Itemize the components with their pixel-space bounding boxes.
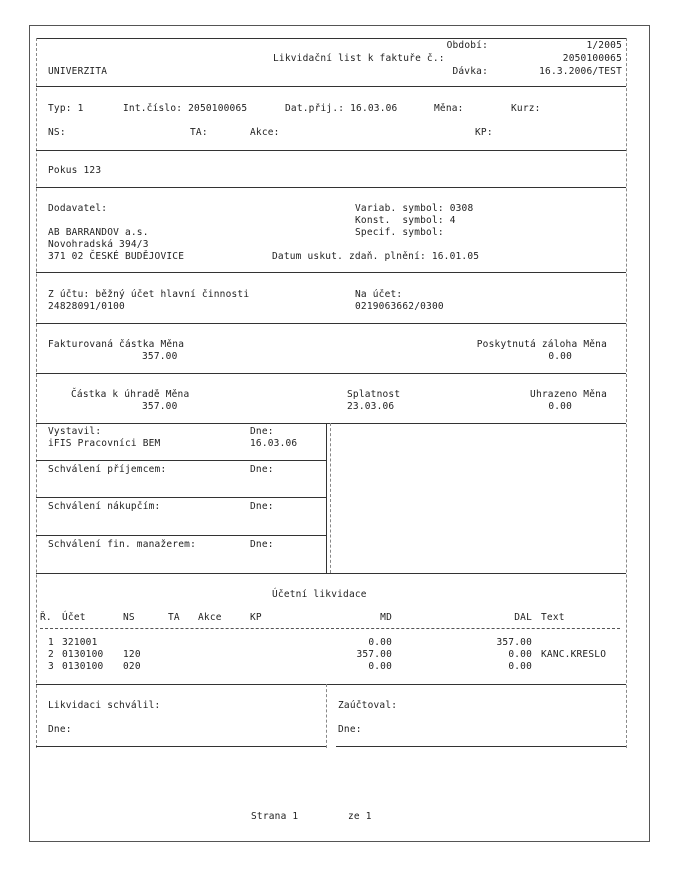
supplier-city: 371 02 ČESKÉ BUDĚJOVICE	[48, 251, 185, 262]
row-ucet: 321001	[62, 637, 98, 648]
davka-value: 16.3.2006/TEST	[539, 66, 622, 77]
page-number: Strana 1	[251, 811, 299, 822]
header-underline	[40, 628, 620, 629]
to-account-number: 0219063662/0300	[355, 301, 444, 312]
col-kp: KP	[250, 612, 262, 623]
invoice-number: 2050100065	[562, 53, 622, 64]
approvals-separator	[330, 423, 331, 573]
kurz-field: Kurz:	[511, 103, 541, 114]
document-page	[29, 25, 650, 842]
zaloha-label: Poskytnutá záloha Měna	[476, 339, 607, 350]
organization-name: UNIVERZITA	[48, 66, 108, 77]
dne-label: Dne:	[250, 539, 274, 550]
supplier-street: Novohradská 394/3	[48, 239, 149, 250]
row-md: 0.00	[368, 661, 392, 672]
col-ucet: Účet	[62, 612, 86, 623]
page-title: Likvidační list k faktuře č.:	[273, 53, 445, 64]
page-total: ze 1	[348, 811, 372, 822]
dne-label: Dne:	[250, 464, 274, 475]
ns-field: NS:	[48, 127, 66, 138]
splatnost-value: 23.03.06	[347, 401, 395, 412]
from-account-label: Z účtu: běžný účet hlavní činnosti	[48, 289, 250, 300]
typ-field: Typ: 1	[48, 103, 84, 114]
supplier-name: AB BARRANDOV a.s.	[48, 227, 149, 238]
dne-label: Dne:	[250, 426, 274, 437]
davka-label: Dávka:	[452, 66, 488, 77]
divider	[36, 187, 626, 188]
divider	[36, 684, 626, 685]
footer-separator	[326, 684, 327, 748]
splatnost-label: Splatnost	[347, 389, 401, 400]
divider	[36, 573, 626, 574]
konst-symbol: Konst. symbol: 4	[355, 215, 456, 226]
note-text: Pokus 123	[48, 165, 102, 176]
col-dal: DAL	[514, 612, 532, 623]
zaloha-value: 0.00	[548, 351, 572, 362]
dne-label: Dne:	[250, 501, 274, 512]
var-symbol: Variab. symbol: 0308	[355, 203, 474, 214]
approvals-separator	[326, 423, 327, 573]
col-text: Text	[541, 612, 565, 623]
int-cislo-field: Int.číslo: 2050100065	[123, 103, 248, 114]
vystavil-label: Vystavil:	[48, 426, 102, 437]
divider	[36, 535, 326, 536]
nakupci-label: Schválení nákupčím:	[48, 501, 161, 512]
top-rule	[36, 38, 626, 39]
from-account-number: 24828091/0100	[48, 301, 125, 312]
uhrazeno-label: Uhrazeno Měna	[530, 389, 607, 400]
col-md: MD	[380, 612, 392, 623]
row-ucet: 0130100	[62, 661, 104, 672]
ta-field: TA:	[190, 127, 208, 138]
supplier-label: Dodavatel:	[48, 203, 108, 214]
akce-field: Akce:	[250, 127, 280, 138]
manazer-label: Schválení fin. manažerem:	[48, 539, 196, 550]
col-ns: NS	[123, 612, 135, 623]
fakturovana-label: Fakturovaná částka Měna	[48, 339, 185, 350]
divider	[36, 373, 626, 374]
row-r: 2	[48, 649, 54, 660]
dne-value: 16.03.06	[250, 438, 298, 449]
row-ucet: 0130100	[62, 649, 104, 660]
uhrazeno-value: 0.00	[548, 401, 572, 412]
fakturovana-value: 357.00	[142, 351, 178, 362]
row-ns: 020	[123, 661, 141, 672]
dat-prij-field: Dat.přij.: 16.03.06	[285, 103, 398, 114]
divider	[36, 323, 626, 324]
k-uhrade-value: 357.00	[142, 401, 178, 412]
vystavil-value: iFIS Pracovníci BEM	[48, 438, 161, 449]
divider	[336, 746, 626, 747]
row-r: 1	[48, 637, 54, 648]
prijemce-label: Schválení příjemcem:	[48, 464, 167, 475]
ledger-title: Účetní likvidace	[272, 589, 367, 600]
obdobi-label: Období:	[446, 40, 488, 51]
divider	[36, 272, 626, 273]
row-text: KANC.KRESLO	[541, 649, 607, 660]
divider	[36, 423, 626, 424]
dne-right-label: Dne:	[338, 724, 362, 735]
row-md: 0.00	[368, 637, 392, 648]
divider	[36, 497, 326, 498]
to-account-label: Na účet:	[355, 289, 403, 300]
left-border	[36, 38, 37, 748]
col-ta: TA	[168, 612, 180, 623]
datum-uskut: Datum uskut. zdaň. plnění: 16.01.05	[272, 251, 480, 262]
divider	[36, 150, 626, 151]
row-dal: 0.00	[508, 649, 532, 660]
spec-symbol: Specif. symbol:	[355, 227, 444, 238]
divider	[36, 460, 326, 461]
row-dal: 357.00	[496, 637, 532, 648]
col-akce: Akce	[198, 612, 222, 623]
kp-field: KP:	[475, 127, 493, 138]
dne-left-label: Dne:	[48, 724, 72, 735]
zauctoval-label: Zaúčtoval:	[338, 700, 398, 711]
k-uhrade-label: Částka k úhradě Měna	[71, 389, 190, 400]
row-md: 357.00	[356, 649, 392, 660]
obdobi-value: 1/2005	[586, 40, 622, 51]
mena-field: Měna:	[434, 103, 464, 114]
row-r: 3	[48, 661, 54, 672]
divider	[36, 86, 626, 87]
row-dal: 0.00	[508, 661, 532, 672]
row-ns: 120	[123, 649, 141, 660]
col-r: Ř.	[40, 612, 52, 623]
likvidaci-label: Likvidaci schválil:	[48, 700, 161, 711]
right-border	[626, 38, 627, 748]
divider	[36, 746, 326, 747]
